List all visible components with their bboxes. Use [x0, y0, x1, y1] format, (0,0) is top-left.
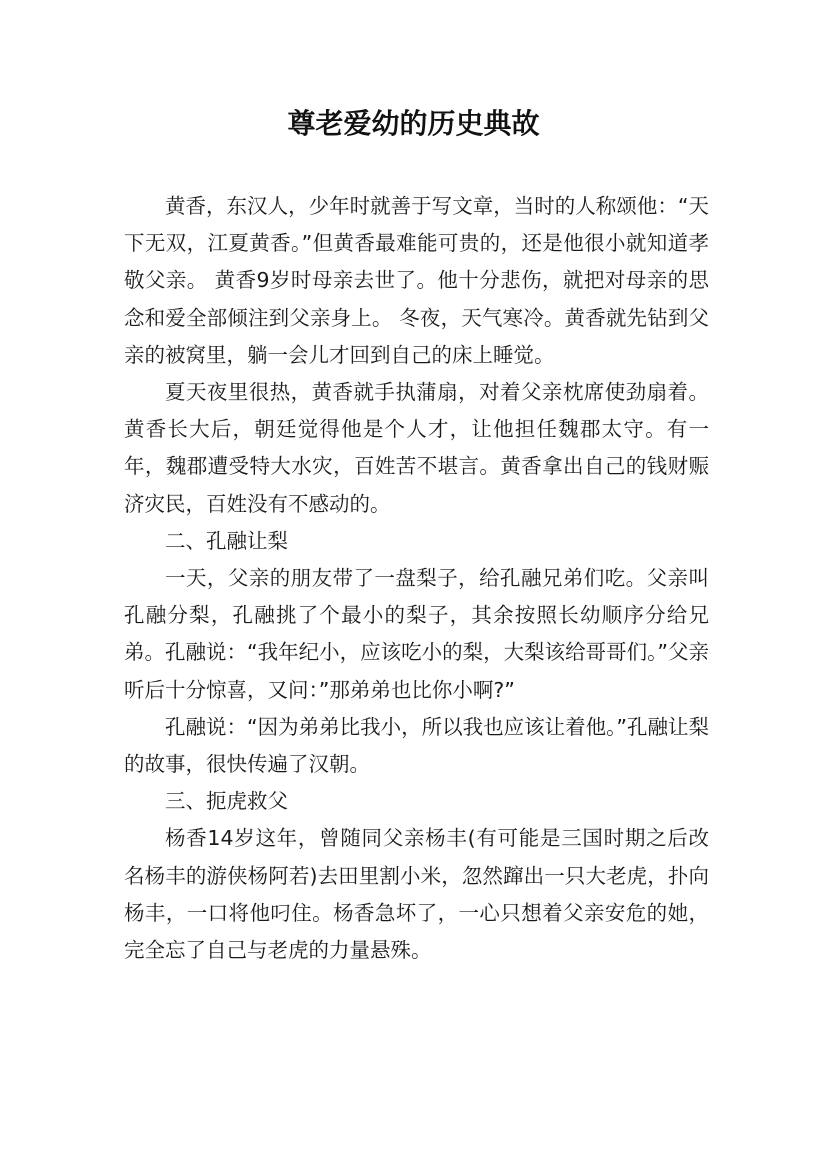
paragraph-kongrong-reply: 孔融说：“因为弟弟比我小，所以我也应该让着他。”孔融让梨的故事，很快传遍了汉朝。 [124, 714, 709, 777]
paragraph-yangxiang-tiger: 杨香14岁这年，曾随同父亲杨丰(有可能是三国时期之后改名杨丰的游侠杨阿若)去田里割小米，忽然蹿出一只大老虎，扑向杨丰，一口将他叼住。杨香急坏了，一心只想着父亲安危的她，完全忘了自己与老虎的力量悬殊。 [124, 826, 709, 963]
section-heading-yangxiang: 三、扼虎救父 [165, 789, 288, 814]
section-heading-kongrong: 二、孔融让梨 [165, 528, 288, 553]
paragraph-kongrong-pears: 一天，父亲的朋友带了一盘梨子，给孔融兄弟们吃。父亲叫孔融分梨，孔融挑了个最小的梨子，其余按照长幼顺序分给兄弟。孔融说：“我年纪小，应该吃小的梨，大梨该给哥哥们。”父亲听后十分惊喜，又问：”那弟弟也比你小啊?” [124, 566, 709, 702]
paragraph-huangxiang-intro: 黄香，东汉人，少年时就善于写文章，当时的人称颂他：“天下无双，江夏黄香。”但黄香最难能可贵的，还是他很小就知道孝敬父亲。 黄香9岁时母亲去世了。他十分悲伤，就把对母亲的思念和爱全部倾注到父亲身上。 冬夜，天气寒冷。黄香就先钻到父亲的被窝里，躺一会儿才回到自己的床上睡觉。 [124, 194, 709, 367]
document-body [124, 188, 709, 969]
paragraph-huangxiang-summer: 夏天夜里很热，黄香就手执蒲扇，对着父亲枕席使劲扇着。 黄香长大后，朝廷觉得他是个人才，让他担任魏郡太守。有一年，魏郡遭受特大水灾，百姓苦不堪言。黄香拿出自己的钱财赈济灾民，百姓没有不感动的。 [124, 380, 709, 516]
document-title: 尊老爱幼的历史典故 [287, 107, 540, 140]
